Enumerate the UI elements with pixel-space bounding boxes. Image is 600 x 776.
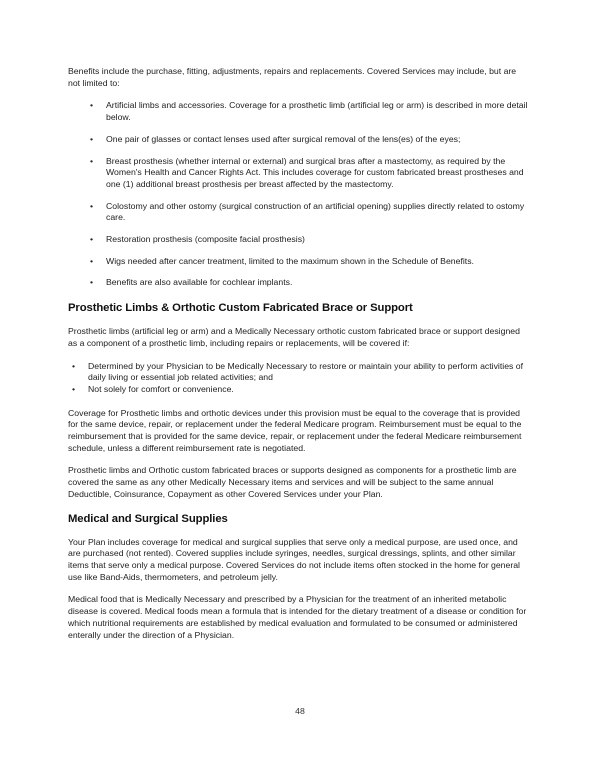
list-item	[68, 201, 528, 224]
list-item	[68, 156, 528, 191]
bullet-icon: •	[90, 200, 94, 211]
covered-services-list	[68, 100, 528, 289]
list-item	[68, 361, 528, 384]
bullet-icon: •	[90, 255, 94, 266]
prosthetic-conditions-list	[68, 361, 528, 396]
supplies-paragraph-2: Medical food that is Medically Necessary and prescribed by a Physician for the treatment of an inherited metabolic disease is covered. Medical foods mean a formula that is intended for the dietary treatment of a disease or condition for which nutritional requirements are established by medical evaluation and formulated to be consumed or administered enterally under the direction of a Physician.	[68, 594, 527, 640]
list-item	[68, 277, 528, 289]
bullet-icon: •	[90, 133, 94, 144]
list-item	[68, 234, 528, 246]
supplies-paragraph-1: Your Plan includes coverage for medical and surgical supplies that serve only a medical purpose, are used once, and are purchased (not rented). Covered supplies include syringes, needles, surgical dressings, splints, and other similar items that serve only a medical purpose. Covered Services do not include items often stocked in the home for general use like Band-Aids, thermometers, and petroleum jelly.	[68, 536, 520, 582]
page-content	[68, 66, 528, 652]
cost-share-paragraph: Prosthetic limbs and Orthotic custom fabricated braces or supports designed as components for a prosthetic limb are covered the same as any other Medically Necessary items and services and will be subject to the same annual Deductible, Coinsurance, Copayment as other Covered Services under your Plan.	[68, 465, 517, 499]
list-item-text: Wigs needed after cancer treatment, limited to the maximum shown in the Schedule of Benefits.	[106, 255, 474, 266]
list-item-text: Breast prosthesis (whether internal or external) and surgical bras after a mastectomy, as required by the Women's Health and Cancer Rights Act. This includes coverage for custom fabricated breast prostheses and one (1) additional breast prosthesis per breast affected by the mastectomy.	[106, 155, 524, 189]
supplies-section-heading: Medical and Surgical Supplies	[68, 512, 228, 525]
bullet-icon: •	[90, 277, 94, 288]
bullet-icon: •	[90, 100, 94, 111]
bullet-icon: •	[90, 234, 94, 245]
list-item-text: One pair of glasses or contact lenses used after surgical removal of the lens(es) of the eyes;	[106, 133, 461, 144]
list-item-text: Artificial limbs and accessories. Coverage for a prosthetic limb (artificial leg or arm) is described in more detail below.	[106, 100, 528, 123]
list-item-text: Determined by your Physician to be Medically Necessary to restore or maintain your ability to perform activities of daily living or essential job related activities; and	[88, 360, 524, 383]
prosthetic-section-heading: Prosthetic Limbs & Orthotic Custom Fabricated Brace or Support	[68, 302, 413, 315]
bullet-icon: •	[90, 155, 94, 166]
list-item-text: Not solely for comfort or convenience.	[88, 383, 234, 394]
bullet-icon: •	[72, 383, 76, 394]
list-item-text: Benefits are also available for cochlear implants.	[106, 277, 293, 288]
list-item-text: Restoration prosthesis (composite facial prosthesis)	[106, 234, 305, 245]
list-item	[68, 384, 528, 396]
page-number: 48	[295, 706, 305, 716]
list-item-text: Colostomy and other ostomy (surgical construction of an artificial opening) supplies directly related to ostomy care.	[106, 200, 525, 223]
medicare-coverage-paragraph: Coverage for Prosthetic limbs and orthotic devices under this provision must be equal to the coverage that is provided for the same device, repair, or replacement under the federal Medicare program. Reimbursement must be equal to the reimbursement that is provided for the same device, repair, or replacement under the federal Medicare reimbursement schedule, unless a different reimbursement rate is negotiated.	[68, 407, 522, 453]
bullet-icon: •	[72, 360, 76, 371]
intro-paragraph: Benefits include the purchase, fitting, adjustments, repairs and replacements. Covered Services may include, but are not limited to:	[68, 66, 517, 88]
list-item	[68, 256, 528, 268]
list-item	[68, 100, 528, 123]
prosthetic-intro-paragraph: Prosthetic limbs (artificial leg or arm) and a Medically Necessary orthotic custom fabricated brace or support designed as a component of a prosthetic limb, including repairs or replacements, will be covered if:	[68, 326, 520, 348]
list-item	[68, 134, 528, 146]
